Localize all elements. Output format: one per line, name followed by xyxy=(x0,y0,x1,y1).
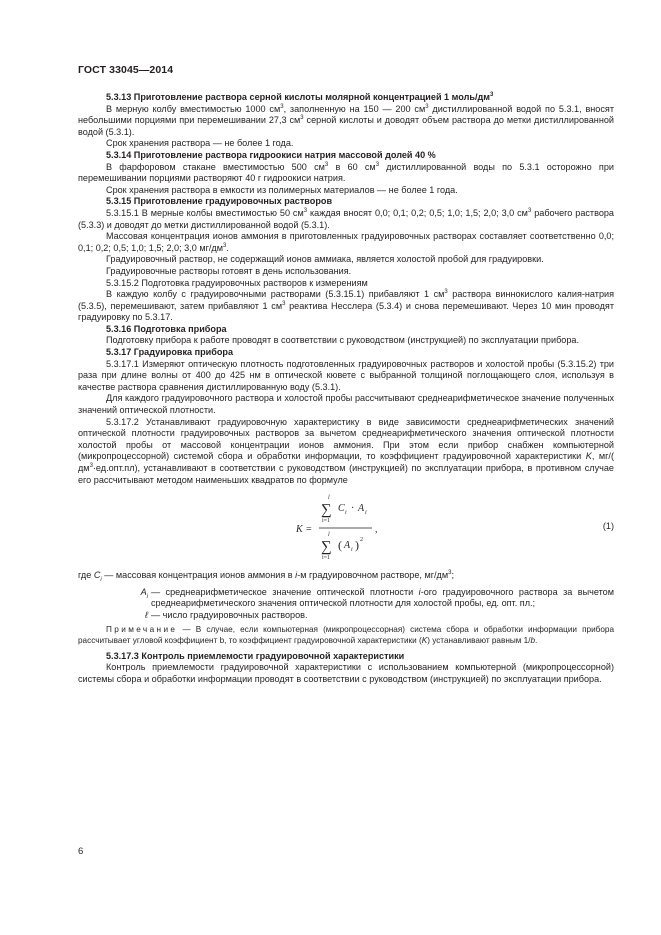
formula-comma: , xyxy=(375,524,378,536)
standard-header: ГОСТ 33045—2014 xyxy=(78,64,174,76)
sum-sign: ∑ xyxy=(321,502,332,519)
definition-c: где $C_i$ — массовая концентрация ионов аммония в i-м градуировочном растворе, $мг/дм^3$; xyxy=(78,570,454,583)
formula-lhs: K xyxy=(296,524,303,536)
paragraph: 5.3.17.1 Измеряют оптическую плотность подготовленных градуировочных растворов и холостой пробы (5.3.15.2) три раза при длине волны от 400 до 425 нм в оптической кювете с выбранной толщиной поглощающего слоя, используя в качестве раствора сравнения дистиллированную воду (5.3.1). xyxy=(78,358,614,392)
paragraph: 5.3.15.1 В мерные колбы вместимостью 50 $см^3$ каждая вносят 0,0; 0,1; 0,2; 0,5; 1,0; 1,5; 2,0; 3,0 $см^3$ рабочего раствора (5.3.3) и доводят до метки дистиллированной водой (5.3.1). xyxy=(78,207,614,230)
paragraph: Срок хранения раствора в емкости из полимерных материалов — не более 1 года. xyxy=(106,184,458,195)
paragraph: В фарфоровом стакане вместимостью 500 $см^3$ в 60 $см^3$ дистиллированной воды по 5.3.1 осторожно при перемешивании порциями растворяют 40 г гидроокиси натрия. xyxy=(78,161,614,184)
formula-equals: = xyxy=(306,524,312,536)
section-heading-5-3-14: 5.3.14 Приготовление раствора гидроокиси натрия массовой долей 40 % xyxy=(106,149,436,160)
paragraph: Срок хранения раствора — не более 1 года. xyxy=(106,138,294,149)
paren-close: ) xyxy=(355,538,359,553)
paragraph: В мерную колбу вместимостью 1000 $см^3$, заполненную на 150 — 200 $см^3$ дистиллированной водой по 5.3.1, вносят небольшими порциями при перемешивании 27,3 $см^3$ серной кислоты и доводят объем раствора до метки дистиллированной водой (5.3.1). xyxy=(78,103,615,137)
paragraph: Контроль приемлемости градуировочной характеристики с использованием компьютерной (микропроцессорной) системы сбора и обработки информации проводят в соответствии с руководством (инструкцией) по эксплуатации прибора. xyxy=(78,662,614,684)
section-heading-5-3-17-3: 5.3.17.3 Контроль приемлемости градуировочной характеристики xyxy=(106,650,405,661)
section-heading-5-3-16: 5.3.16 Подготовка прибора xyxy=(106,323,227,334)
formula-definitions xyxy=(78,570,614,621)
sum-upper-limit: l xyxy=(328,495,330,502)
numerator-a-sub: i xyxy=(365,510,367,517)
numerator-c-sub: i xyxy=(345,510,347,517)
paragraph: 5.3.15.2 Подготовка градуировочных растворов к измерениям xyxy=(106,277,368,288)
numerator-dot: · xyxy=(351,503,355,515)
denominator-a-sub: i xyxy=(351,547,353,554)
section-heading-5-3-17: 5.3.17 Градуировка прибора xyxy=(106,347,234,358)
sum-sign: ∑ xyxy=(321,539,332,556)
page-number: 6 xyxy=(78,846,84,857)
formula-1 xyxy=(78,494,614,564)
sum-lower-limit: i=1 xyxy=(322,518,331,525)
numerator-a: A xyxy=(358,503,365,515)
paragraph: Массовая концентрация ионов аммония в приготовленных градуировочных растворах составляет соответственно 0,0; 0,1; 0,2; 0,5; 1,0; 1,5; 2,0; 3,0 $мг/дм^3$. xyxy=(78,231,614,253)
sum-lower-limit: i=1 xyxy=(322,555,331,562)
paragraph: В каждую колбу с градуировочными растворами (5.3.15.1) прибавляют 1 $см^3$ раствора виннокислого калия-натрия (5.3.5), перемешивают, затем прибавляют 1 $см^3$ реактива Несслера (5.3.4) и снова перемешивают. Через 10 мин проводят градуировку по 5.3.17. xyxy=(78,289,615,323)
note: Примечание — В случае, если компьютерная (микропроцессорная) система сбора и обработки информации прибора рассчитывает угловой коэффициент b, то коэффициент градуировочной характеристики (K) устанавливают равным 1/b. xyxy=(78,625,614,645)
note-label: Примечание xyxy=(106,625,178,635)
paragraph: Градуировочный раствор, не содержащий ионов аммиака, является холостой пробой для градуировки. xyxy=(106,254,544,265)
equation-number: (1) xyxy=(602,521,614,532)
section-heading-5-3-15: 5.3.15 Приготовление градуировочных растворов xyxy=(106,196,333,207)
document-body xyxy=(78,92,614,685)
definition-a: $A_i$ — среднеарифметическое значение оптической плотности i-ого градуировочного раствора за вычетом среднеарифметического значения оптической плотности для холостой пробы, ед. опт. пл.; xyxy=(140,586,614,609)
numerator-c: C xyxy=(338,503,345,515)
section-heading-5-3-13: 5.3.13 Приготовление раствора серной кислоты молярной концентрацией 1 моль/$дм^3$ xyxy=(106,92,494,102)
denominator-a: A xyxy=(344,540,351,552)
paragraph: Подготовку прибора к работе проводят в соответствии с руководством (инструкцией) по эксплуатации прибора. xyxy=(106,335,579,346)
paragraph: Для каждого градуировочного раствора и холостой пробы рассчитывают среднеарифметическое значение полученных значений оптической плотности. xyxy=(78,393,614,416)
definition-l: ℓ — число градуировочных растворов. xyxy=(145,609,308,620)
denominator-square: 2 xyxy=(360,537,363,544)
paren-open: ( xyxy=(338,538,342,553)
paragraph: 5.3.17.2 Устанавливают градуировочную характеристику в виде зависимости среднеарифметических значений оптической плотности градуировочных растворов за вычетом среднеарифметического значения оптической плотности холостой пробы от массовой концентрации ионов аммония. При этом если прибор снабжен компьютерной (микропроцессорной) системой сбора и обработки информации, то коэффициент градуировочной характеристики K, мг/( $дм^3\cdot ед.опт.пл$), устанавливают в соответствии с руководством (инструкцией) по эксплуатации прибора, в противном случае его рассчитывают методом наименьших квадратов по формуле xyxy=(78,416,614,485)
sum-upper-limit: l xyxy=(328,532,330,539)
formula-svg xyxy=(288,494,468,564)
paragraph: Градуировочные растворы готовят в день использования. xyxy=(106,265,352,276)
